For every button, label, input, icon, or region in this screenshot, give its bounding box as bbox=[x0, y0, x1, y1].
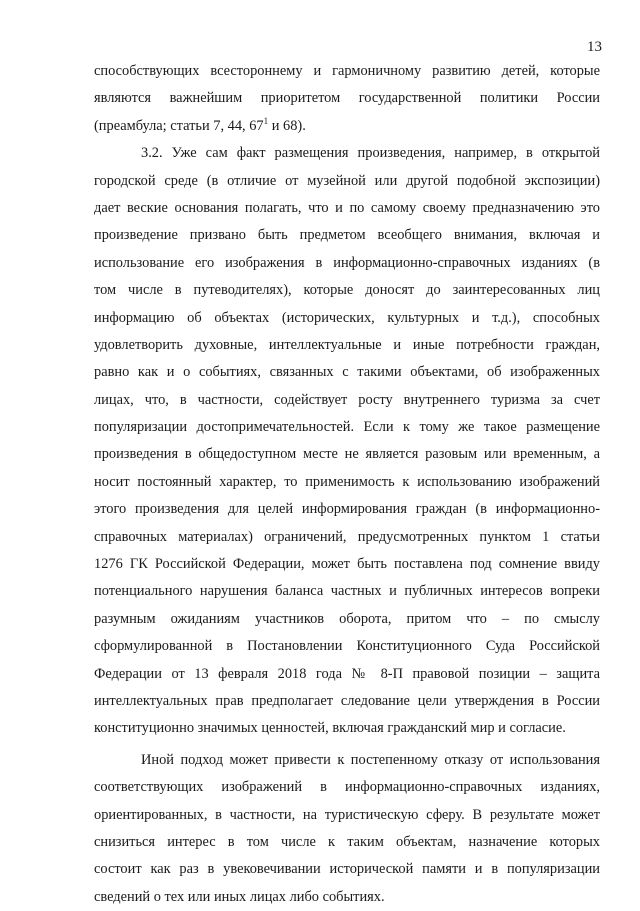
text-line: дает веские основания полагать, что и по самому своему предназначению это bbox=[94, 199, 600, 216]
superscript-footnote: 1 bbox=[263, 115, 269, 126]
text-line: Иной подход может привести к постепенному отказу от использования bbox=[141, 751, 600, 768]
text-line: произведения в общедоступном месте не является разовым или временным, а bbox=[94, 446, 600, 463]
text-line: носит постоянный характер, то применимость к использованию изображений bbox=[94, 473, 600, 490]
text-line: равно как и о событиях, связанных с такими объектами, об изображенных bbox=[94, 364, 600, 381]
text-run: (преамбула; статьи 7, 44, 67 bbox=[94, 117, 264, 134]
text-line: потенциального нарушения баланса частных и публичных интересов вопреки bbox=[94, 583, 600, 600]
text-line: сведений о тех или иных лицах либо событиях. bbox=[94, 888, 385, 905]
body-text bbox=[94, 58, 600, 911]
text-line: этого произведения для целей информирования граждан (в информационно- bbox=[94, 501, 600, 518]
text-line: популяризации достопримечательностей. Если к тому же такое размещение bbox=[94, 419, 600, 436]
text-line: использование его изображения в информационно-справочных изданиях (в bbox=[94, 254, 600, 271]
text-line: информацию об объектах (исторических, культурных и т.д.), способных bbox=[94, 309, 600, 326]
text-line: сформулированной в Постановлении Конституционного Суда Российской bbox=[94, 638, 600, 655]
text-line: произведение призвано быть предметом всеобщего внимания, включая и bbox=[94, 227, 600, 244]
text-line: лицах, что, в частности, содействует росту внутреннего туризма за счет bbox=[94, 391, 600, 408]
text-line: являются важнейшим приоритетом государственной политики России bbox=[94, 90, 600, 107]
text-line bbox=[94, 113, 600, 140]
text-line: снизиться интерес в том числе к таким объектам, назначение которых bbox=[94, 833, 600, 850]
paragraph bbox=[94, 58, 600, 140]
text-line: том числе в путеводителях), которые доносят до заинтересованных лиц bbox=[94, 282, 600, 299]
text-line: Федерации от 13 февраля 2018 года № 8-П правовой позиции – защита bbox=[94, 665, 600, 682]
text-line: соответствующих изображений в информационно-справочных изданиях, bbox=[94, 779, 600, 796]
text-run: и 68). bbox=[268, 117, 306, 134]
text-line: справочных материалах) ограничений, предусмотренных пунктом 1 статьи bbox=[94, 528, 600, 545]
paragraph bbox=[94, 140, 600, 743]
text-line: разумным ожиданиям участников оборота, притом что – по смыслу bbox=[94, 610, 600, 627]
text-line: ориентированных, в частности, на туристическую сферу. В результате может bbox=[94, 806, 600, 823]
text-line: интеллектуальных прав предполагает следование цели утверждения в России bbox=[94, 692, 600, 709]
text-line: 3.2. Уже сам факт размещения произведения, например, в открытой bbox=[141, 145, 600, 162]
text-line: городской среде (в отличие от музейной или другой подобной экспозиции) bbox=[94, 172, 600, 189]
text-line: способствующих всестороннему и гармоничному развитию детей, которые bbox=[94, 63, 600, 79]
text-line: конституционно значимых ценностей, включая гражданский мир и согласие. bbox=[94, 720, 566, 737]
page-number: 13 bbox=[587, 39, 602, 55]
text-line: 1276 ГК Российской Федерации, может быть поставлена под сомнение ввиду bbox=[94, 556, 600, 573]
paragraph bbox=[94, 747, 600, 911]
text-line: состоит как раз в увековечивании исторической памяти и в популяризации bbox=[94, 861, 600, 878]
text-line: удовлетворить духовные, интеллектуальные и иные потребности граждан, bbox=[94, 336, 600, 353]
